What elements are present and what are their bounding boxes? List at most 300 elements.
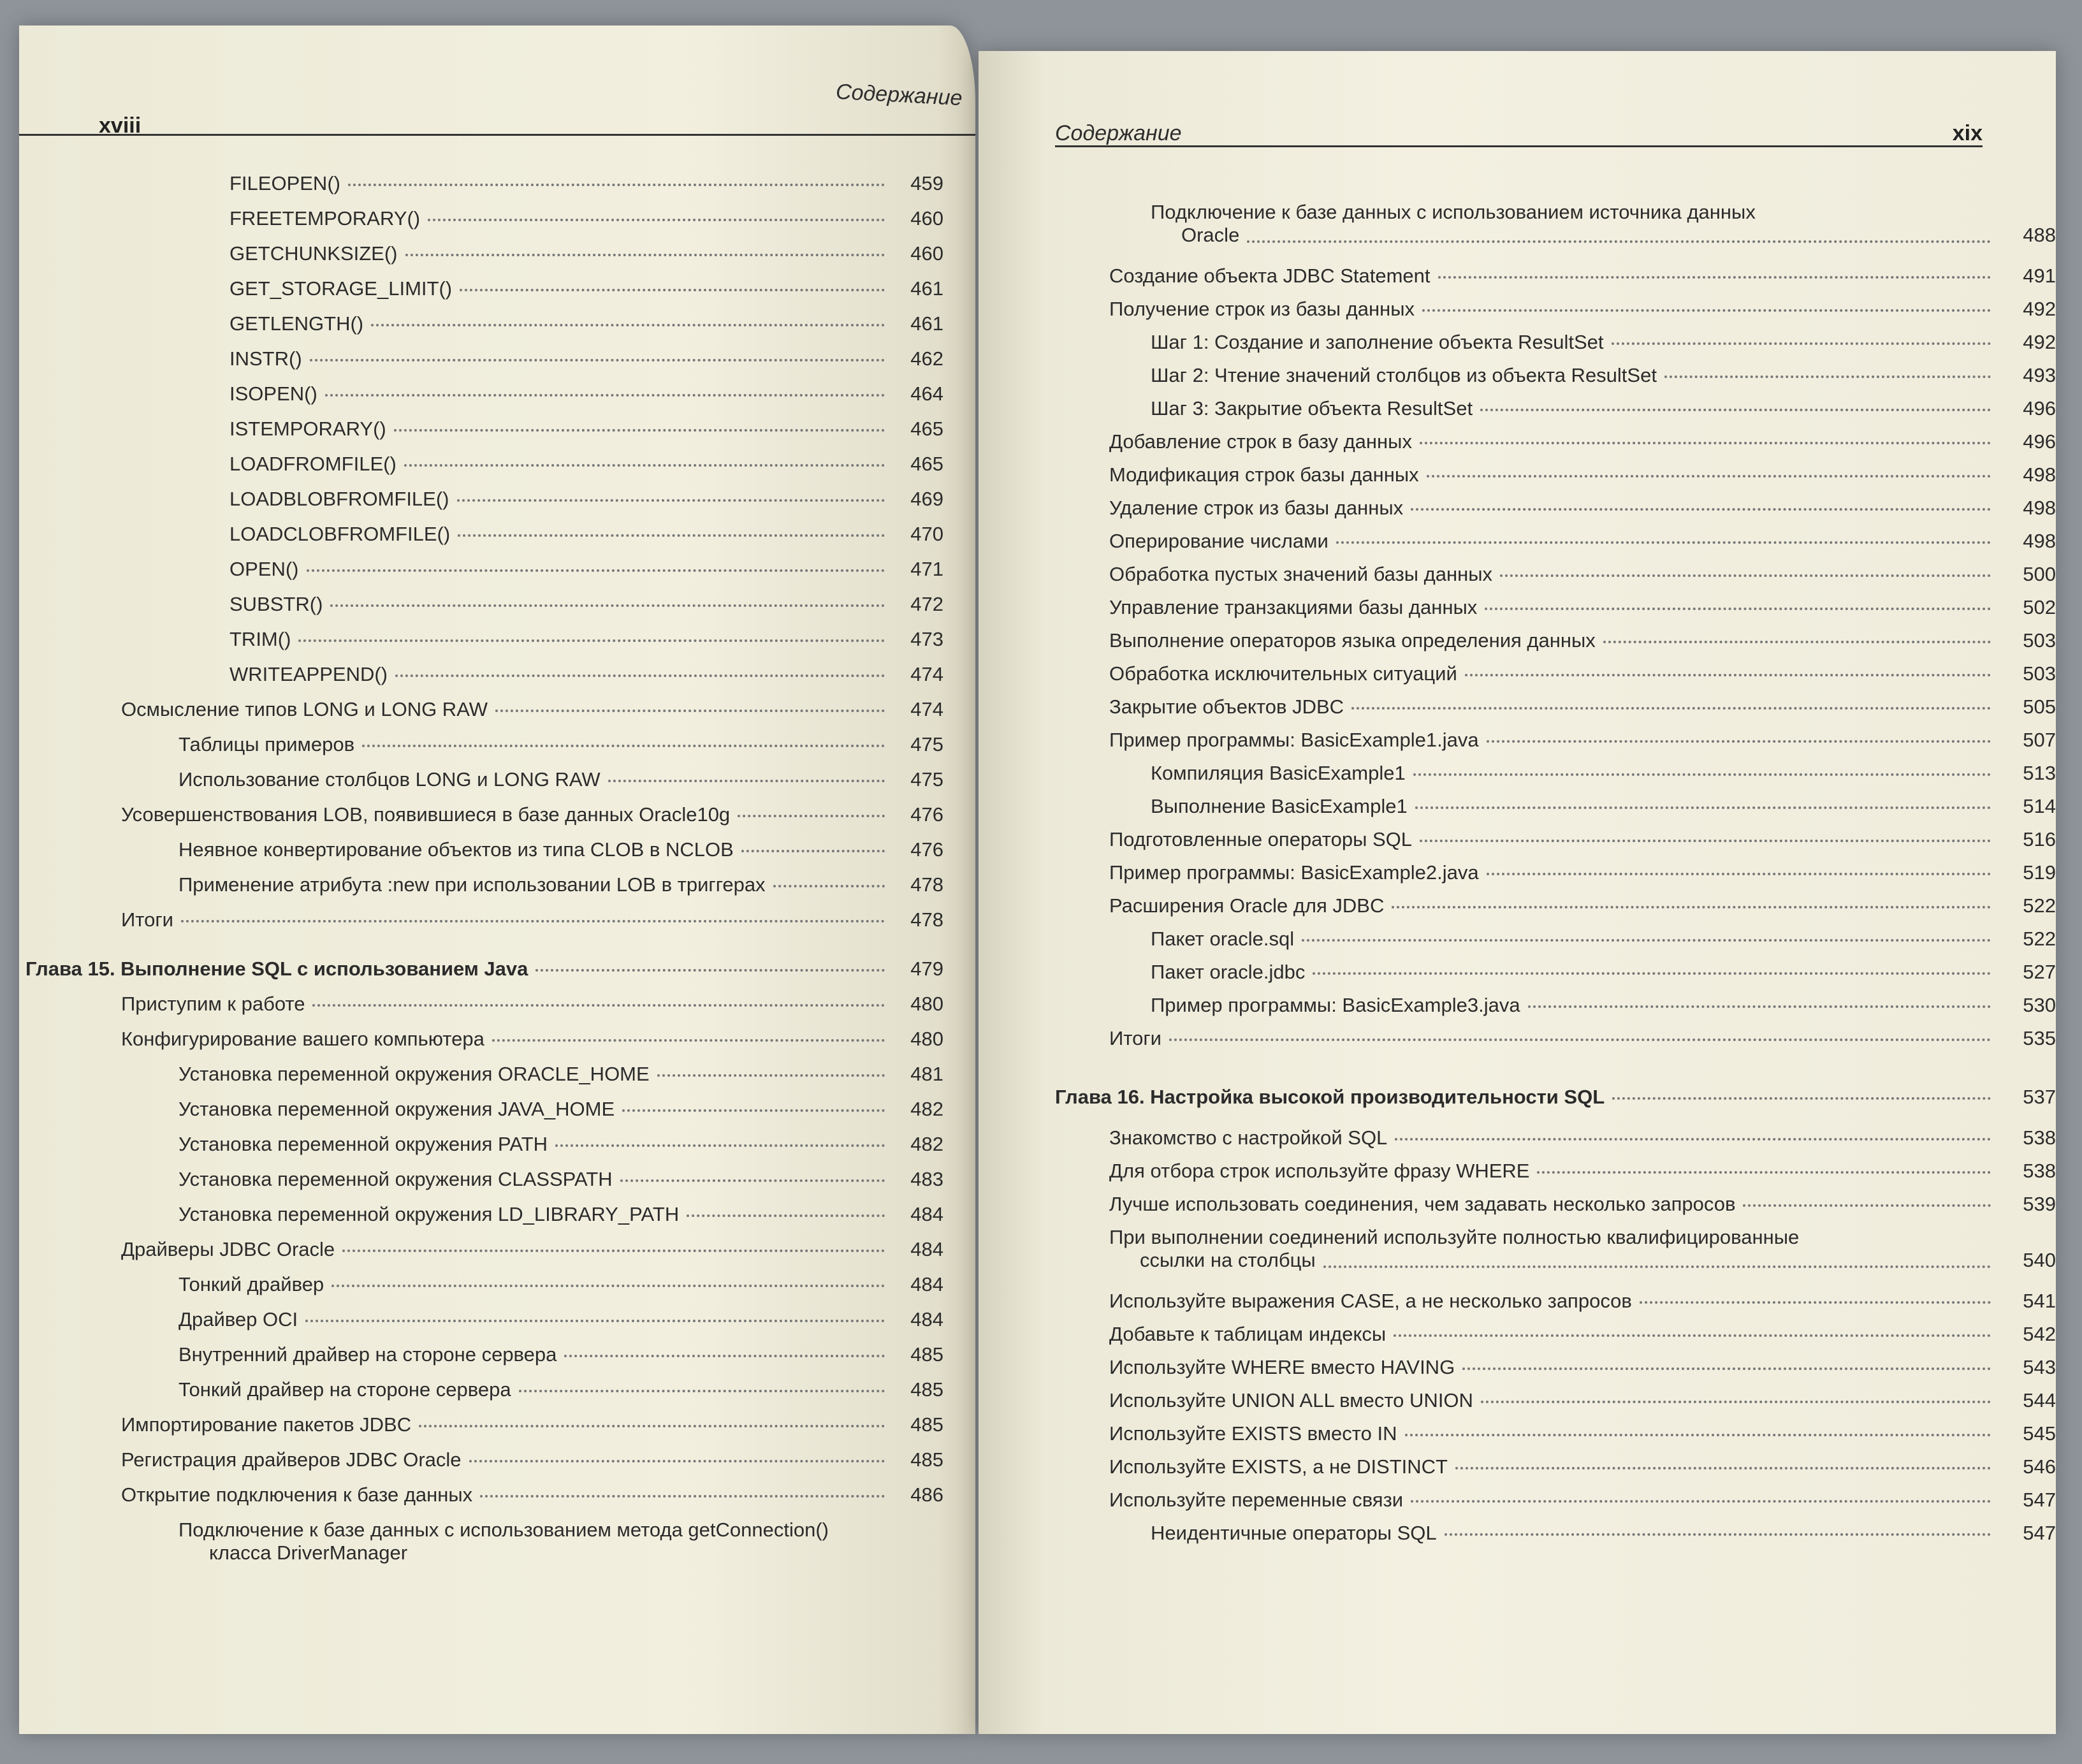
toc-entry (979, 463, 2056, 497)
entry-page-number: 496 (2023, 397, 2056, 419)
toc-entry (19, 172, 943, 207)
dot-leader (1537, 1171, 1991, 1174)
dot-leader (1411, 1500, 1991, 1503)
entry-title: LOADBLOBFROMFILE() (229, 488, 449, 510)
entry-page-number: 460 (910, 207, 943, 230)
entry-title: Глава 15. Выполнение SQL с использованием Java (25, 958, 528, 980)
entry-page-number: 464 (910, 383, 943, 405)
dot-leader (371, 324, 885, 326)
entry-page-number: 459 (910, 172, 943, 194)
toc-entry (979, 1160, 2056, 1193)
dot-leader (1640, 1301, 1991, 1304)
entry-page-number: 476 (910, 803, 943, 826)
entry-title: Используйте EXISTS вместо IN (1109, 1422, 1397, 1445)
toc-entry (19, 242, 943, 277)
entry-title: Применение атрибута :new при использовании LOB в триггерах (178, 873, 766, 896)
entry-page-number: 537 (2023, 1086, 2056, 1108)
toc-entry (979, 530, 2056, 563)
dot-leader (1487, 740, 1991, 743)
dot-leader (1664, 375, 1991, 378)
dot-leader (458, 534, 885, 537)
toc-entry (19, 803, 943, 838)
entry-page-number: 540 (2023, 1249, 2056, 1271)
entry-title: Приступим к работе (121, 993, 305, 1015)
toc-entry (19, 523, 943, 558)
entry-title: Управление транзакциями базы данных (1109, 596, 1478, 618)
toc-entry (19, 1238, 943, 1273)
dot-leader (395, 674, 885, 677)
entry-page-number: 541 (2023, 1290, 2056, 1312)
entry-page-number: 470 (910, 523, 943, 545)
entry-page-number: 469 (910, 488, 943, 510)
toc-entry (979, 1027, 2056, 1060)
dot-leader (1413, 773, 1991, 776)
dot-leader (492, 1039, 885, 1042)
entry-page-number: 547 (2023, 1522, 2056, 1544)
dot-leader (1420, 442, 1991, 444)
entry-title: Драйверы JDBC Oracle (121, 1238, 335, 1260)
dot-leader (1438, 276, 1991, 279)
toc-entry (19, 1133, 943, 1168)
entry-title: OPEN() (229, 558, 299, 580)
entry-page-number: 475 (910, 733, 943, 755)
toc-entry (19, 698, 943, 733)
dot-leader (564, 1355, 885, 1357)
entry-title: Конфигурирование вашего компьютера (121, 1028, 484, 1050)
entry-page-number: 514 (2023, 795, 2056, 817)
toc-entry (19, 207, 943, 242)
entry-title: Установка переменной окружения CLASSPATH (178, 1168, 613, 1190)
entry-page-number: 462 (910, 347, 943, 370)
toc-entry (979, 795, 2056, 828)
entry-title: Добавьте к таблицам индексы (1109, 1323, 1387, 1345)
dot-leader (305, 1320, 885, 1322)
left-toc-list (19, 172, 943, 1576)
toc-entry (19, 347, 943, 383)
toc-entry (979, 994, 2056, 1027)
dot-leader (1480, 409, 1991, 411)
entry-page-number: 522 (2023, 894, 2056, 917)
entry-title: Внутренний драйвер на стороне сервера (178, 1343, 557, 1366)
toc-entry (979, 1489, 2056, 1522)
entry-title: Итоги (1109, 1027, 1161, 1049)
dot-leader (773, 885, 885, 887)
entry-page-number: 482 (910, 1098, 943, 1120)
dot-leader (312, 1004, 885, 1007)
dot-leader (330, 604, 885, 607)
dot-leader (1395, 1138, 1991, 1141)
chapter-entry (979, 1086, 2056, 1126)
dot-leader (1411, 508, 1991, 511)
entry-page-number: 500 (2023, 563, 2056, 585)
entry-page-number: 544 (2023, 1389, 2056, 1411)
dot-leader (1603, 641, 1991, 643)
dot-leader (469, 1460, 885, 1462)
toc-entry (979, 497, 2056, 530)
entry-title: Подключение к базе данных с использованием метода getConnection() (178, 1519, 829, 1541)
entry-page-number: 543 (2023, 1356, 2056, 1378)
dot-leader (1462, 1367, 1991, 1370)
toc-entry (979, 1126, 2056, 1160)
toc-entry (979, 364, 2056, 397)
dot-leader (1485, 608, 1991, 610)
entry-page-number: 461 (910, 312, 943, 335)
entry-title: Открытие подключения к базе данных (121, 1483, 473, 1506)
entry-page-number: 472 (910, 593, 943, 615)
entry-title: FILEOPEN() (229, 172, 340, 194)
entry-page-number: 476 (910, 838, 943, 861)
entry-page-number: 473 (910, 628, 943, 650)
toc-entry (19, 873, 943, 908)
entry-page-number: 491 (2023, 265, 2056, 287)
entry-title: Удаление строк из базы данных (1109, 497, 1404, 519)
entry-page-number: 546 (2023, 1455, 2056, 1478)
entry-title: Расширения Oracle для JDBC (1109, 894, 1385, 917)
dot-leader (657, 1074, 885, 1077)
dot-leader (1455, 1467, 1991, 1469)
entry-page-number: 461 (910, 277, 943, 300)
toc-entry (19, 383, 943, 418)
entry-title: Используйте переменные связи (1109, 1489, 1404, 1511)
entry-title: Драйвер OCI (178, 1308, 298, 1330)
toc-entry (19, 1308, 943, 1343)
toc-entry (979, 1389, 2056, 1422)
toc-entry (19, 838, 943, 873)
toc-entry (979, 1522, 2056, 1555)
entry-title: Импортирование пакетов JDBC (121, 1413, 412, 1436)
entry-title: При выполнении соединений используйте полностью квалифицированные (1109, 1226, 1800, 1248)
dot-leader (428, 219, 885, 221)
entry-page-number: 527 (2023, 961, 2056, 983)
dot-leader (1487, 873, 1991, 875)
toc-entry (979, 696, 2056, 729)
entry-page-number: 492 (2023, 331, 2056, 353)
toc-entry (19, 453, 943, 488)
entry-title: Установка переменной окружения PATH (178, 1133, 548, 1155)
entry-page-number: 513 (2023, 762, 2056, 784)
entry-title: GETLENGTH() (229, 312, 364, 335)
dot-leader (519, 1390, 885, 1392)
dot-leader (457, 499, 885, 502)
toc-entry (19, 1343, 943, 1378)
entry-page-number: 475 (910, 768, 943, 791)
entry-title: Осмысление типов LONG и LONG RAW (121, 698, 488, 720)
entry-page-number: 484 (910, 1203, 943, 1225)
toc-entry (979, 397, 2056, 430)
entry-title: Использование столбцов LONG и LONG RAW (178, 768, 601, 791)
toc-entry (979, 729, 2056, 762)
entry-page-number: 486 (910, 1483, 943, 1506)
dot-leader (405, 254, 885, 256)
dot-leader (555, 1144, 885, 1147)
dot-leader (1313, 972, 1991, 975)
entry-title: Создание объекта JDBC Statement (1109, 265, 1430, 287)
dot-leader (1420, 840, 1991, 842)
toc-entry (19, 733, 943, 768)
dot-leader (1500, 574, 1991, 577)
entry-title: Пример программы: BasicExample3.java (1151, 994, 1520, 1016)
dot-leader (310, 359, 885, 361)
dot-leader (181, 920, 885, 922)
dot-leader (687, 1214, 885, 1217)
entry-page-number: 480 (910, 993, 943, 1015)
entry-title: Таблицы примеров (178, 733, 355, 755)
dot-leader (1392, 906, 1991, 908)
entry-page-number: 479 (910, 958, 943, 980)
entry-page-number: 492 (2023, 298, 2056, 320)
toc-entry (19, 1028, 943, 1063)
dot-leader (741, 850, 885, 852)
toc-entry (979, 1356, 2056, 1389)
entry-page-number: 460 (910, 242, 943, 265)
entry-title: Пакет oracle.jdbc (1151, 961, 1306, 983)
toc-entry (19, 908, 943, 944)
toc-entry (19, 1168, 943, 1203)
right-page-number: xix (1952, 121, 1983, 145)
entry-title: ISTEMPORARY() (229, 418, 386, 440)
entry-title: Используйте выражения CASE, а не несколько запросов (1109, 1290, 1632, 1312)
entry-title: Получение строк из базы данных (1109, 298, 1415, 320)
toc-entry (19, 768, 943, 803)
right-header-title: Содержание (1055, 121, 1182, 145)
entry-title: INSTR() (229, 347, 302, 370)
left-running-header (19, 79, 975, 138)
entry-page-number: 502 (2023, 596, 2056, 618)
entry-page-number: 465 (910, 453, 943, 475)
dot-leader (1481, 1401, 1991, 1403)
dot-leader (331, 1285, 885, 1287)
entry-page-number: 538 (2023, 1126, 2056, 1149)
left-page (19, 26, 975, 1734)
left-header-title: Содержание (835, 79, 963, 111)
entry-title: Пакет oracle.sql (1151, 928, 1295, 950)
entry-title: FREETEMPORARY() (229, 207, 421, 230)
entry-page-number: 530 (2023, 994, 2056, 1016)
entry-page-number: 547 (2023, 1489, 2056, 1511)
toc-entry (19, 593, 943, 628)
toc-entry (979, 928, 2056, 961)
entry-page-number: 480 (910, 1028, 943, 1050)
right-running-header (1055, 108, 1983, 147)
dot-leader (394, 429, 885, 432)
dot-leader (535, 969, 885, 972)
dot-leader (404, 464, 885, 467)
dot-leader (419, 1425, 885, 1427)
entry-page-number: 485 (910, 1343, 943, 1366)
toc-entry (979, 894, 2056, 928)
toc-entry (979, 629, 2056, 662)
entry-title: Используйте UNION ALL вместо UNION (1109, 1389, 1473, 1411)
entry-title: Неидентичные операторы SQL (1151, 1522, 1437, 1544)
entry-title: Тонкий драйвер (178, 1273, 324, 1295)
entry-title-continued: Oracle (1181, 224, 1240, 246)
entry-title: GET_STORAGE_LIMIT() (229, 277, 453, 300)
entry-page-number: 519 (2023, 861, 2056, 884)
toc-entry (19, 993, 943, 1028)
dot-leader (1323, 1265, 1991, 1268)
entry-title: Пример программы: BasicExample1.java (1109, 729, 1479, 751)
entry-title: Обработка исключительных ситуаций (1109, 662, 1457, 685)
entry-title: GETCHUNKSIZE() (229, 242, 398, 265)
dot-leader (1528, 1005, 1991, 1008)
entry-page-number: 503 (2023, 662, 2056, 685)
entry-page-number: 498 (2023, 497, 2056, 519)
entry-title: LOADFROMFILE() (229, 453, 397, 475)
toc-entry (19, 1519, 943, 1576)
entry-title: Знакомство с настройкой SQL (1109, 1126, 1388, 1149)
entry-title: Итоги (121, 908, 173, 931)
entry-title: Добавление строк в базу данных (1109, 430, 1412, 453)
dot-leader (1445, 1533, 1991, 1536)
toc-entry (19, 1203, 943, 1238)
entry-page-number: 483 (910, 1168, 943, 1190)
entry-title: LOADCLOBFROMFILE() (229, 523, 451, 545)
dot-leader (1336, 541, 1991, 544)
dot-leader (608, 780, 885, 782)
toc-entry (979, 662, 2056, 696)
dot-leader (480, 1495, 885, 1498)
toc-entry (19, 418, 943, 453)
entry-page-number: 482 (910, 1133, 943, 1155)
entry-page-number: 545 (2023, 1422, 2056, 1445)
entry-page-number: 465 (910, 418, 943, 440)
entry-title: Шаг 1: Создание и заполнение объекта ResultSet (1151, 331, 1604, 353)
toc-entry (979, 861, 2056, 894)
entry-title: Регистрация драйверов JDBC Oracle (121, 1448, 462, 1471)
entry-page-number: 488 (2023, 224, 2056, 246)
toc-entry (979, 1323, 2056, 1356)
entry-page-number: 478 (910, 908, 943, 931)
toc-entry (19, 558, 943, 593)
entry-title: Подготовленные операторы SQL (1109, 828, 1412, 850)
entry-page-number: 474 (910, 698, 943, 720)
entry-title: ISOPEN() (229, 383, 317, 405)
toc-entry (979, 1226, 2056, 1290)
entry-title-continued: класса DriverManager (209, 1542, 408, 1564)
entry-title: Установка переменной окружения JAVA_HOME (178, 1098, 615, 1120)
entry-page-number: 498 (2023, 530, 2056, 552)
toc-entry (19, 488, 943, 523)
right-toc-list (979, 201, 2056, 1555)
entry-title: Оперирование числами (1109, 530, 1329, 552)
entry-page-number: 485 (910, 1448, 943, 1471)
right-page (979, 51, 2056, 1734)
entry-title: Компиляция BasicExample1 (1151, 762, 1406, 784)
toc-entry (19, 1413, 943, 1448)
entry-page-number: 535 (2023, 1027, 2056, 1049)
dot-leader (1415, 806, 1991, 809)
entry-title: Обработка пустых значений базы данных (1109, 563, 1493, 585)
toc-entry (979, 961, 2056, 994)
entry-page-number: 481 (910, 1063, 943, 1085)
entry-page-number: 485 (910, 1413, 943, 1436)
entry-title: Шаг 2: Чтение значений столбцов из объекта ResultSet (1151, 364, 1657, 386)
entry-title: WRITEAPPEND() (229, 663, 388, 685)
dot-leader (620, 1179, 885, 1182)
toc-entry (19, 1378, 943, 1413)
dot-leader (1427, 475, 1991, 477)
toc-entry (979, 331, 2056, 364)
dot-leader (1247, 240, 1991, 243)
entry-page-number: 485 (910, 1378, 943, 1401)
dot-leader (307, 569, 885, 572)
entry-title: Глава 16. Настройка высокой производительности SQL (1055, 1086, 1605, 1108)
dot-leader (1743, 1204, 1991, 1207)
dot-leader (1612, 342, 1991, 345)
entry-page-number: 542 (2023, 1323, 2056, 1345)
dot-leader (1351, 707, 1991, 710)
toc-entry (19, 1448, 943, 1483)
toc-entry (979, 1193, 2056, 1226)
entry-title: Закрытие объектов JDBC (1109, 696, 1344, 718)
dot-leader (738, 815, 885, 817)
dot-leader (342, 1250, 885, 1252)
entry-title-continued: ссылки на столбцы (1140, 1249, 1316, 1271)
dot-leader (1169, 1039, 1991, 1041)
entry-title: Выполнение BasicExample1 (1151, 795, 1408, 817)
toc-entry (979, 1290, 2056, 1323)
toc-entry (19, 1063, 943, 1098)
toc-entry (979, 828, 2056, 861)
entry-page-number: 478 (910, 873, 943, 896)
entry-title: SUBSTR() (229, 593, 323, 615)
entry-page-number: 484 (910, 1273, 943, 1295)
chapter-entry (19, 958, 943, 993)
toc-entry (19, 277, 943, 312)
dot-leader (495, 710, 885, 712)
toc-entry (979, 596, 2056, 629)
entry-page-number: 516 (2023, 828, 2056, 850)
toc-entry (19, 1483, 943, 1519)
entry-title: Подключение к базе данных с использованием источника данных (1151, 201, 1756, 223)
toc-entry (19, 1098, 943, 1133)
dot-leader (1302, 939, 1991, 942)
entry-title: Установка переменной окружения LD_LIBRARY_PATH (178, 1203, 680, 1225)
toc-entry (19, 312, 943, 347)
toc-entry (979, 265, 2056, 298)
toc-entry (979, 762, 2056, 795)
toc-entry (19, 1273, 943, 1308)
entry-page-number: 484 (910, 1238, 943, 1260)
entry-page-number: 493 (2023, 364, 2056, 386)
entry-page-number: 522 (2023, 928, 2056, 950)
dot-leader (298, 639, 885, 642)
entry-title: Модификация строк базы данных (1109, 463, 1419, 486)
left-page-number: xviii (99, 113, 142, 138)
entry-page-number: 471 (910, 558, 943, 580)
dot-leader (362, 745, 885, 747)
dot-leader (1612, 1097, 1991, 1100)
toc-entry (979, 1455, 2056, 1489)
entry-title: TRIM() (229, 628, 291, 650)
entry-page-number: 484 (910, 1308, 943, 1330)
toc-entry (19, 628, 943, 663)
toc-entry (979, 1422, 2056, 1455)
dot-leader (1422, 309, 1991, 312)
entry-page-number: 538 (2023, 1160, 2056, 1182)
entry-page-number: 503 (2023, 629, 2056, 652)
entry-title: Пример программы: BasicExample2.java (1109, 861, 1479, 884)
entry-page-number: 474 (910, 663, 943, 685)
entry-title: Усовершенствования LOB, появившиеся в базе данных Oracle10g (121, 803, 731, 826)
dot-leader (1394, 1334, 1991, 1337)
entry-page-number: 498 (2023, 463, 2056, 486)
toc-entry (979, 298, 2056, 331)
toc-entry (979, 201, 2056, 265)
toc-entry (979, 430, 2056, 463)
entry-title: Неявное конвертирование объектов из типа CLOB в NCLOB (178, 838, 734, 861)
entry-title: Используйте WHERE вместо HAVING (1109, 1356, 1455, 1378)
